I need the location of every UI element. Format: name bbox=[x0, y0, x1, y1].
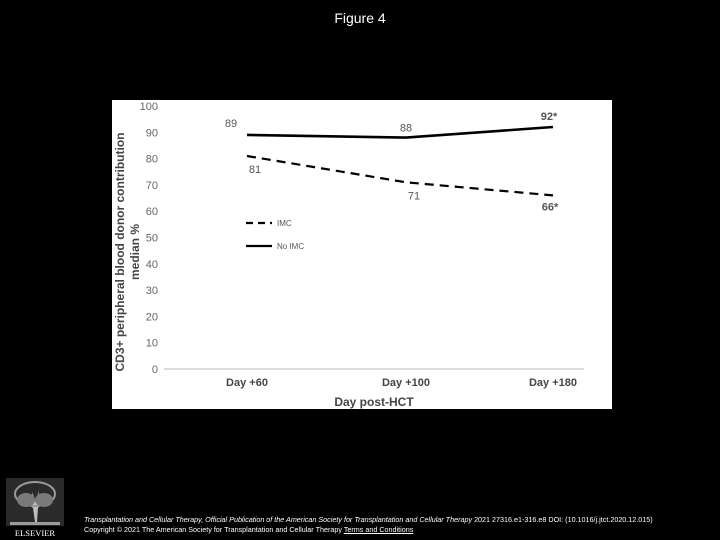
y-tick-label: 50 bbox=[145, 232, 158, 245]
x-tick-label: Day +180 bbox=[528, 377, 578, 389]
footer-journal: Transplantation and Cellular Therapy, Official Publication of the American Society for Transplantation and Cellular Therapy bbox=[84, 515, 473, 524]
elsevier-wordmark: ELSEVIER bbox=[14, 528, 56, 538]
x-tick-labels bbox=[226, 377, 577, 389]
data-label: 89 bbox=[224, 117, 238, 130]
page-title: Figure 4 bbox=[334, 10, 386, 26]
chart-panel bbox=[112, 100, 612, 409]
y-tick-label: 30 bbox=[145, 285, 158, 298]
series-lines bbox=[247, 127, 553, 195]
terms-link[interactable]: Terms and Conditions bbox=[343, 525, 414, 534]
y-tick-label: 70 bbox=[145, 179, 158, 192]
x-tick-label: Day +60 bbox=[226, 377, 268, 389]
y-tick-label: 100 bbox=[139, 101, 158, 113]
y-tick-labels bbox=[140, 101, 158, 376]
y-tick-label: 0 bbox=[151, 364, 158, 376]
y-axis-label-line-1: CD3+ peripheral blood donor contribution bbox=[113, 132, 127, 372]
x-tick-label: Day +100 bbox=[381, 377, 431, 389]
y-tick-label: 40 bbox=[145, 258, 158, 271]
y-axis-label-line-2: median % bbox=[128, 223, 142, 281]
legend-label: No IMC bbox=[277, 242, 305, 251]
line-chart bbox=[112, 100, 612, 409]
y-tick-label: 10 bbox=[145, 337, 158, 350]
footer-copyright: Copyright © 2021 The American Society for Transplantation and Cellular Therapy bbox=[84, 525, 342, 534]
data-label: 66* bbox=[541, 201, 559, 214]
y-tick-label: 60 bbox=[145, 206, 158, 219]
data-label: 88 bbox=[399, 122, 413, 135]
elsevier-tree-icon bbox=[6, 478, 64, 538]
data-label: 92* bbox=[540, 111, 558, 124]
legend-label: IMC bbox=[277, 219, 292, 228]
y-tick-label: 20 bbox=[145, 311, 158, 324]
series-line-imc bbox=[247, 156, 553, 195]
data-label: 81 bbox=[248, 163, 262, 176]
y-tick-label: 90 bbox=[145, 127, 158, 140]
footer-doi: 2021 27316.e1-316.e8 DOI: (10.1016/j.jtct.2020.12.015) bbox=[474, 515, 653, 524]
y-tick-label: 80 bbox=[145, 153, 158, 166]
chart-legend bbox=[246, 219, 304, 251]
x-axis-label: Day post-HCT bbox=[334, 395, 414, 409]
data-label: 71 bbox=[407, 190, 421, 203]
data-labels bbox=[225, 111, 559, 213]
footer-citation bbox=[84, 515, 716, 535]
